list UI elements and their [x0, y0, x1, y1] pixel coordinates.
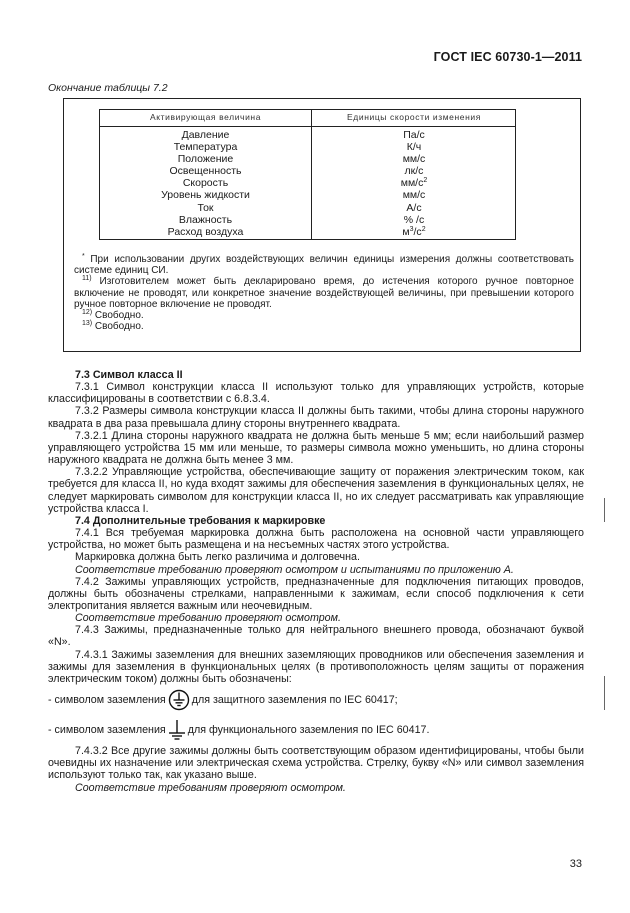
paragraph: 7.3.2 Размеры символа конструкции класса II должны быть такими, чтобы длина стороны наружного квадрата в два раза превышала длину стороны внутреннего квадрата. [48, 405, 584, 430]
quantity-cell: Положение [177, 153, 234, 166]
symbol-text: для функционального заземления по IEC 60417. [187, 723, 430, 736]
page-number: 33 [569, 858, 582, 870]
footnote-mark: 11) [82, 275, 92, 283]
change-bar [604, 498, 605, 522]
section-heading: 7.4 Дополнительные требования к маркировке [75, 514, 326, 527]
quantity-cell: Ток [197, 201, 214, 214]
unit-exponent: 3 [409, 225, 414, 233]
paragraph: 7.3.2.1 Длина стороны наружного квадрата не должна быть меньше 5 мм; если наибольший размер управляющего устройства 15 мм или меньше, то размеры символа можно уменьшить, но длина стороны наружного квадрата не должна быть менее 3 мм. [48, 429, 584, 467]
footnote-text: Свободно. [92, 321, 144, 333]
unit-cell: К/ч [406, 141, 422, 154]
protective-earth-icon [168, 689, 190, 711]
functional-earth-icon [168, 719, 186, 741]
quantity-cell: Скорость [182, 177, 229, 190]
symbol-line [48, 685, 584, 715]
footnote-mark: * [82, 253, 85, 260]
unit-cell: А/с [406, 201, 422, 214]
paragraph: 7.4.2 Зажимы управляющих устройств, предназначенные для подключения питающих проводов, должны быть обозначены стрелками, направленными к зажимам, если способ подключения к сети электропитания является важным или неочевидным. [48, 575, 584, 612]
symbol-line [48, 715, 584, 745]
unit-cell: % /с [403, 213, 425, 226]
quantity-column [100, 129, 311, 238]
table-caption: Окончание таблицы 7.2 [48, 82, 168, 94]
unit-cell: Па/с [403, 129, 425, 141]
unit-cell: лк/с [404, 165, 424, 178]
quantity-cell: Уровень жидкости [161, 189, 250, 202]
paragraph: 7.4.1 Вся требуемая маркировка должна быть расположена на основной части управляющего устройства, но может быть размещена и на несъемных частях этого устройства. [48, 527, 584, 552]
paragraph: 7.4.3 Зажимы, предназначенные только для нейтрального внешнего провода, обозначают буквой «N». [48, 624, 584, 649]
footnote-mark: 13) [82, 320, 93, 328]
table-header-quantity: Активирующая величина [149, 112, 262, 122]
footnote-mark: 12) [82, 309, 93, 317]
quantity-cell: Освещенность [169, 165, 242, 178]
compliance-note: Соответствие требованию проверяют осмотром. [75, 612, 341, 625]
unit-text: м [402, 225, 410, 238]
units-column [312, 129, 516, 238]
paragraph: 7.4.3.2 Все другие зажимы должны быть соответствующим образом идентифицированы, чтобы были очевидны их назначение или электрическая схема устройства. Стрелку, букву «N» или символ заземления используют только так, как указано выше. [48, 745, 584, 782]
quantity-cell: Влажность [178, 213, 233, 226]
table-header-divider [100, 126, 515, 127]
unit-cell [312, 177, 516, 189]
footnote [74, 254, 574, 276]
symbol-text: для защитного заземления по IEC 60417; [191, 693, 398, 706]
paragraph: 7.3.2.2 Управляющие устройства, обеспечивающие защиту от поражения электрическим током, как требуется для класса II, но куда входят зажимы для обеспечения заземления в функциональных целях, не следует маркировать символом для конструкции класса II, но их следует рассматривать как управляющие устройства класса I. [48, 466, 584, 515]
compliance-note: Соответствие требованиям проверяют осмотром. [75, 781, 346, 794]
table-footnotes [74, 254, 574, 332]
footnote-text: При использовании других воздействующих величин единицы измерения должны соответствовать системе единиц СИ. [74, 254, 574, 277]
section-heading: 7.3 Символ класса II [75, 369, 183, 381]
paragraph: 7.4.3.1 Зажимы заземления для внешних заземляющих проводников или обеспечения заземления и зажимы для заземления в функциональных целях (в противоположность целям защиты от поражения электрическим током) должны быть обозначены: [48, 648, 584, 685]
document-header: ГОСТ IEC 60730-1—2011 [433, 50, 582, 64]
compliance-note: Соответствие требованию проверяют осмотром и испытаниями по приложению А. [75, 563, 514, 576]
unit-cell: мм/с [402, 153, 426, 166]
footnote-text: Свободно. [92, 310, 144, 322]
unit-cell: мм/с [402, 189, 426, 202]
table-header-units: Единицы скорости изменения [347, 112, 481, 122]
paragraph: 7.3.1 Символ конструкции класса II используют только для управляющих устройств, которые классифицированы в соответствии с 6.8.3.4. [48, 381, 584, 406]
quantity-cell: Расход воздуха [167, 225, 244, 238]
unit-exponent: 2 [423, 177, 428, 185]
document-body [48, 369, 584, 794]
footnote-text: Изготовителем может быть декларировано время, до истечения которого ручное повторное включение не проводят, или конкретное значение воздействующей величины, при превышении которого ручное повторное включение не проводят. [74, 276, 574, 310]
symbol-text: - символом заземления [48, 723, 166, 736]
paragraph: Маркировка должна быть легко различима и долговечна. [75, 551, 360, 564]
quantity-cell: Температура [173, 141, 238, 154]
quantity-cell: Давление [181, 129, 230, 141]
footnote [74, 310, 574, 321]
units-table [99, 109, 516, 240]
footnote [74, 276, 574, 310]
symbol-text: - символом заземления [48, 693, 166, 706]
unit-exponent: 2 [421, 225, 426, 233]
unit-cell [312, 226, 516, 238]
unit-text: мм/с [400, 177, 424, 190]
footnote [74, 321, 574, 332]
change-bar [604, 676, 605, 710]
unit-text: /с [413, 225, 422, 238]
